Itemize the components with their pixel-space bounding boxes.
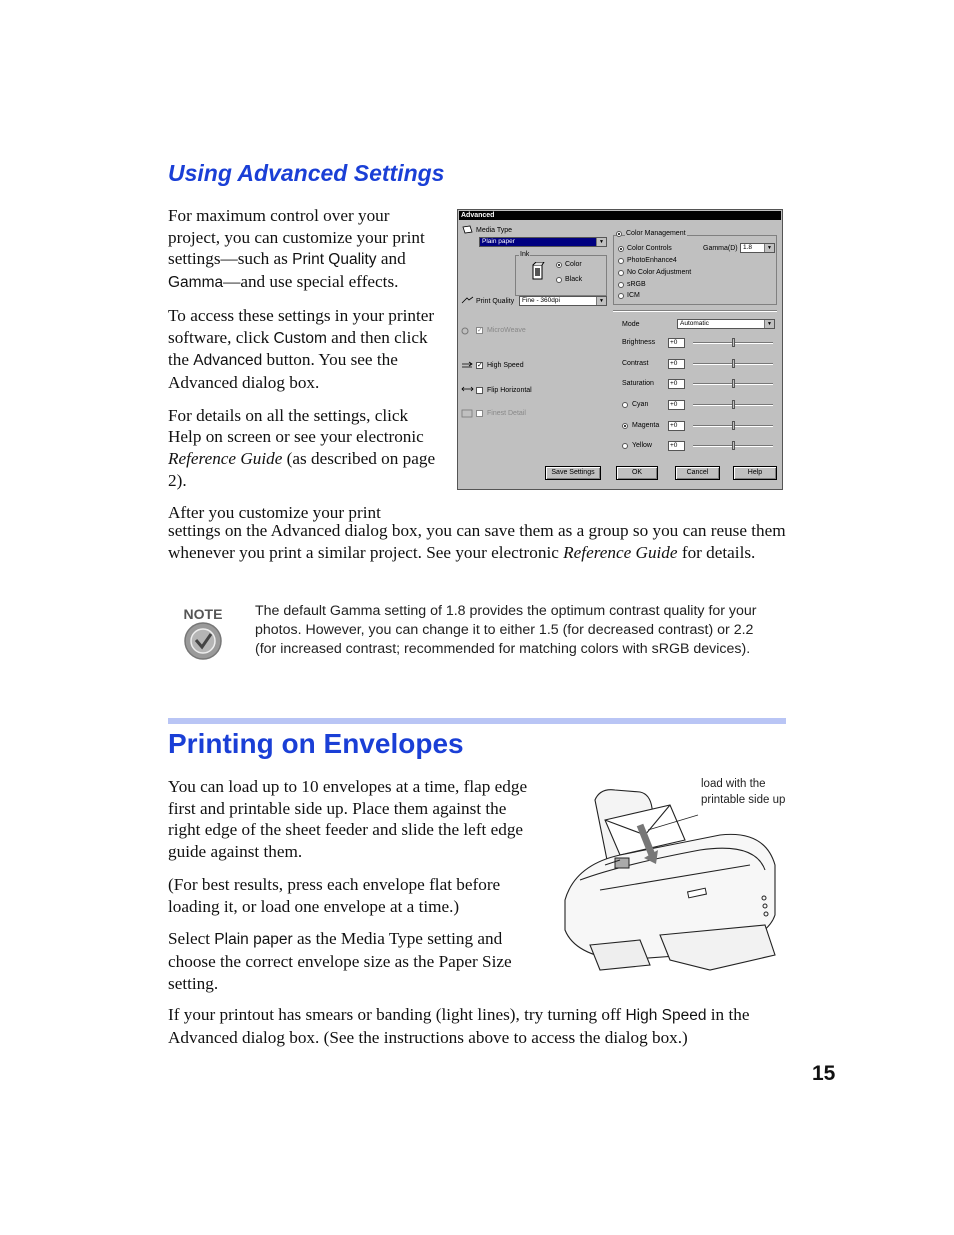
high-speed-icon [461,361,474,370]
text-run: Advanced [193,352,263,370]
slider-label: Cyan [632,401,649,408]
media-type-value: Plain paper [482,238,515,245]
no-color-adjustment-radio[interactable] [618,270,624,276]
photoenhance-radio[interactable] [618,258,624,264]
color-management-radio[interactable] [616,231,622,237]
cancel-button[interactable]: Cancel [675,466,720,480]
slider-label: Magenta [632,422,660,429]
note-text: The default Gamma setting of 1.8 provides the optimum contrast quality for your photos. However, you can change it to either 1.5 (for decreased contrast) or 2.2 (for increased contrast; recommended for matching colors with sRGB devices). [255,603,757,657]
slider-thumb[interactable] [732,338,735,347]
print-quality-label: Print Quality [476,298,515,305]
text-run: High Speed [625,1007,707,1024]
media-type-label: Media Type [476,227,513,234]
slider-thumb[interactable] [732,441,735,450]
paragraph [168,928,543,994]
slider-label: Yellow [632,442,652,449]
divider [613,310,777,312]
text-run: Reference Guide [168,449,283,469]
text-run: in the Advanced dialog box. (See the instructions above to access the dialog box.) [168,1005,750,1047]
slider-yellow-radio[interactable] [622,443,628,449]
envelopes-column [168,776,543,1005]
mode-label: Mode [622,321,640,328]
note-icon [178,603,228,663]
text-run: (For best results, press each envelope flat before loading it, or load one envelope at a time.) [168,874,501,916]
print-quality-select[interactable]: Fine - 360dpi ▼ [519,296,607,306]
paragraph [168,1004,788,1048]
color-management-label: Color Management [626,230,686,237]
srgb-radio[interactable] [618,282,624,288]
text-run: and [376,249,406,269]
help-button[interactable]: Help [733,466,777,480]
icm-radio[interactable] [618,293,624,299]
text-run: (as described on page 2). [168,449,436,490]
page-number: 15 [812,1062,836,1085]
high-speed-label: High Speed [487,362,524,369]
slider-label: Contrast [622,360,649,367]
color-controls-radio[interactable] [618,246,624,252]
slider-value-field[interactable]: +0 [668,421,685,431]
text-run: To access these settings in your printer software, click [168,305,435,347]
paragraph-continued [168,520,788,563]
color-controls-label: Color Controls [627,245,672,252]
ink-black-radio[interactable] [556,277,562,283]
paragraph [168,205,443,294]
ink-black-label: Black [565,276,583,283]
text-run: Gamma [168,274,224,292]
ok-button[interactable]: OK [616,466,658,480]
slider-thumb[interactable] [732,421,735,430]
slider-label: Saturation [622,380,654,387]
finest-detail-icon [461,409,474,418]
text-run: for details. [677,542,756,562]
ink-color-label: Color [565,261,582,268]
section-heading-envelopes: Printing on Envelopes [168,728,464,759]
advanced-intro-column [168,205,443,524]
gamma-value: 1.8 [743,244,753,251]
flip-horizontal-label: Flip Horizontal [487,387,532,394]
ink-label: Ink [520,251,530,258]
slider-thumb[interactable] [732,400,735,409]
srgb-label: sRGB [627,281,646,288]
text-run: If your printout has smears or banding (light lines), try turning off [168,1005,626,1024]
callout-label: load with the printable side up [701,778,786,806]
text-run: For details on all the settings, click Help on screen or see your electronic [168,405,424,447]
slider-value-field[interactable]: +0 [668,379,685,389]
paragraph: After you customize your print [168,503,381,523]
note-badge-text: NOTE [183,606,223,622]
text-run: Select [168,929,215,949]
text-run: —and use special effects. [223,272,399,292]
microweave-icon [461,326,474,335]
ink-group [515,255,607,296]
paragraph [168,776,543,863]
media-type-icon [461,225,474,234]
slider-value-field[interactable]: +0 [668,441,685,451]
paragraph [168,305,443,394]
dialog-title-bar: Advanced [459,211,781,220]
text-run: Print Quality [292,251,377,269]
slider-label: Brightness [622,339,656,346]
section-divider [168,718,786,724]
text-run: Custom [273,329,327,347]
text-run: You can load up to 10 envelopes at a time, flap edge first and printable side up. Place them against the right edge of the sheet feeder and slide the left edge guide against them. [168,777,528,862]
print-quality-value: Fine - 360dpi [522,297,560,304]
no-color-adjustment-label: No Color Adjustment [627,269,692,276]
finest-detail-label: Finest Detail [487,410,526,417]
gamma-label: Gamma(D) [703,245,738,252]
text-run: Plain paper [214,931,293,949]
text-run: button. You see the Advanced dialog box. [168,350,398,392]
text-run: Reference Guide [563,542,678,562]
slider-thumb[interactable] [732,359,735,368]
media-type-select[interactable]: Plain paper ▼ [479,237,607,247]
save-settings-button[interactable]: Save Settings [545,466,601,480]
slider-thumb[interactable] [732,379,735,388]
section-heading-advanced: Using Advanced Settings [168,160,445,186]
flip-horizontal-icon [461,385,474,394]
text-run: settings on the Advanced dialog box, you can save them as a group so you can reuse them whenever you print a similar project. See your electronic [168,521,786,562]
slider-magenta-radio[interactable] [622,423,628,429]
slider-cyan-radio[interactable] [622,402,628,408]
gamma-select[interactable]: 1.8 ▼ [740,243,775,253]
microweave-label: MicroWeave [487,327,526,334]
advanced-dialog [457,209,783,490]
slider-value-field[interactable]: +0 [668,400,685,410]
icm-label: ICM [627,292,640,299]
text-run: For maximum control over your project, you can customize your print settings—such as [168,206,425,269]
photoenhance-label: PhotoEnhance4 [627,257,677,264]
flip-horizontal-checkbox[interactable] [476,387,483,394]
slider-value-field[interactable]: +0 [668,338,685,348]
ink-color-radio[interactable] [556,262,562,268]
mode-value: Automatic [680,320,709,327]
text-run: as the Media Type setting and choose the correct envelope size as the Paper Size setting. [168,929,512,993]
ink-cartridge-icon [530,262,546,282]
finest-detail-checkbox[interactable] [476,410,483,417]
print-quality-icon [461,296,474,305]
paragraph [168,874,543,917]
paragraph [168,405,443,492]
text-run: and then click the [168,327,428,370]
microweave-checkbox[interactable]: ✓ [477,327,483,334]
slider-value-field[interactable]: +0 [668,359,685,369]
printer-illustration [560,780,785,980]
high-speed-checkbox[interactable]: ✓ [477,362,483,369]
mode-select[interactable]: Automatic ▼ [677,319,775,329]
